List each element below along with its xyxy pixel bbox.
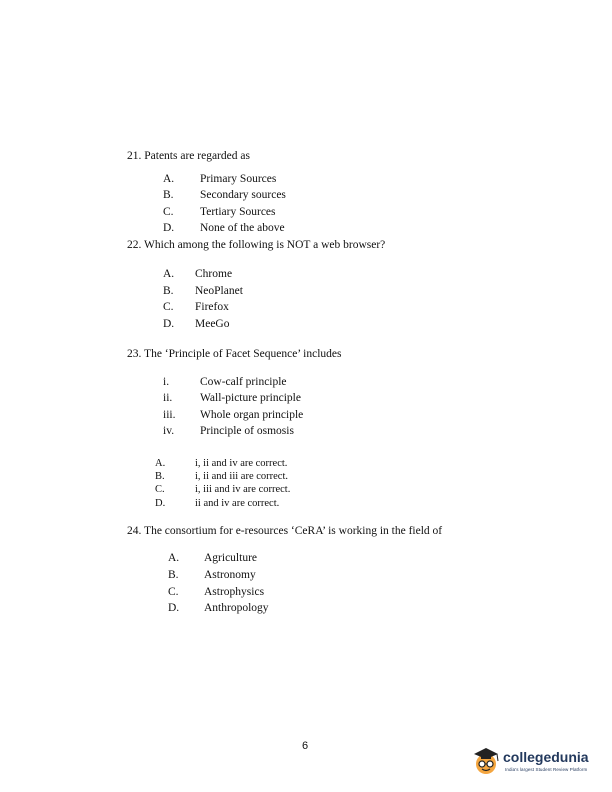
option-letter: A. xyxy=(163,173,175,185)
statement-number: iv. xyxy=(163,425,175,437)
option-letter: C. xyxy=(163,206,174,218)
option-text: MeeGo xyxy=(195,318,230,330)
option-text: None of the above xyxy=(200,222,285,234)
statement-number: i. xyxy=(163,376,170,388)
option-letter: B. xyxy=(163,189,174,201)
option-letter: C. xyxy=(163,301,174,313)
option-letter: D. xyxy=(163,222,175,234)
logo-tagline: India's largest Student Review Platform xyxy=(505,767,588,772)
option-text: Tertiary Sources xyxy=(200,206,276,218)
option-letter: B. xyxy=(163,285,174,297)
logo-wordmark: collegedunia xyxy=(503,749,589,765)
option-text: Agriculture xyxy=(204,552,258,564)
option-letter: A. xyxy=(163,268,175,280)
statement-text: Cow-calf principle xyxy=(200,376,287,388)
question-21-text: 21. Patents are regarded as xyxy=(127,150,250,162)
option-letter: D. xyxy=(155,498,166,509)
statement-text: Wall-picture principle xyxy=(200,392,301,404)
option-text: i, ii and iv are correct. xyxy=(195,458,288,469)
option-letter: D. xyxy=(163,318,175,330)
question-23-text: 23. The ‘Principle of Facet Sequence’ includes xyxy=(127,348,342,360)
option-letter: C. xyxy=(168,586,179,598)
option-text: Anthropology xyxy=(204,602,269,614)
option-text: Astrophysics xyxy=(204,586,265,598)
option-text: Astronomy xyxy=(204,569,256,581)
option-letter: D. xyxy=(168,602,180,614)
graduate-face-icon xyxy=(470,746,502,776)
option-text: Secondary sources xyxy=(200,189,286,201)
question-24-text: 24. The consortium for e-resources ‘CeRA’ is working in the field of xyxy=(127,525,443,537)
option-text: i, ii and iii are correct. xyxy=(195,471,288,482)
option-letter: A. xyxy=(168,552,180,564)
option-text: NeoPlanet xyxy=(195,285,243,297)
statement-number: iii. xyxy=(163,409,176,421)
option-text: Primary Sources xyxy=(200,173,277,185)
option-text: i, iii and iv are correct. xyxy=(195,484,291,495)
question-22-text: 22. Which among the following is NOT a web browser? xyxy=(127,239,386,251)
statement-text: Whole organ principle xyxy=(200,409,304,421)
statement-number: ii. xyxy=(163,392,173,404)
option-text: ii and iv are correct. xyxy=(195,498,280,509)
option-text: Chrome xyxy=(195,268,233,280)
collegedunia-logo xyxy=(470,746,596,776)
option-text: Firefox xyxy=(195,301,229,313)
statement-text: Principle of osmosis xyxy=(200,425,294,437)
option-letter: B. xyxy=(168,569,179,581)
option-letter: B. xyxy=(155,471,165,482)
page-number: 6 xyxy=(302,740,309,752)
option-letter: C. xyxy=(155,484,165,495)
option-letter: A. xyxy=(155,458,166,469)
